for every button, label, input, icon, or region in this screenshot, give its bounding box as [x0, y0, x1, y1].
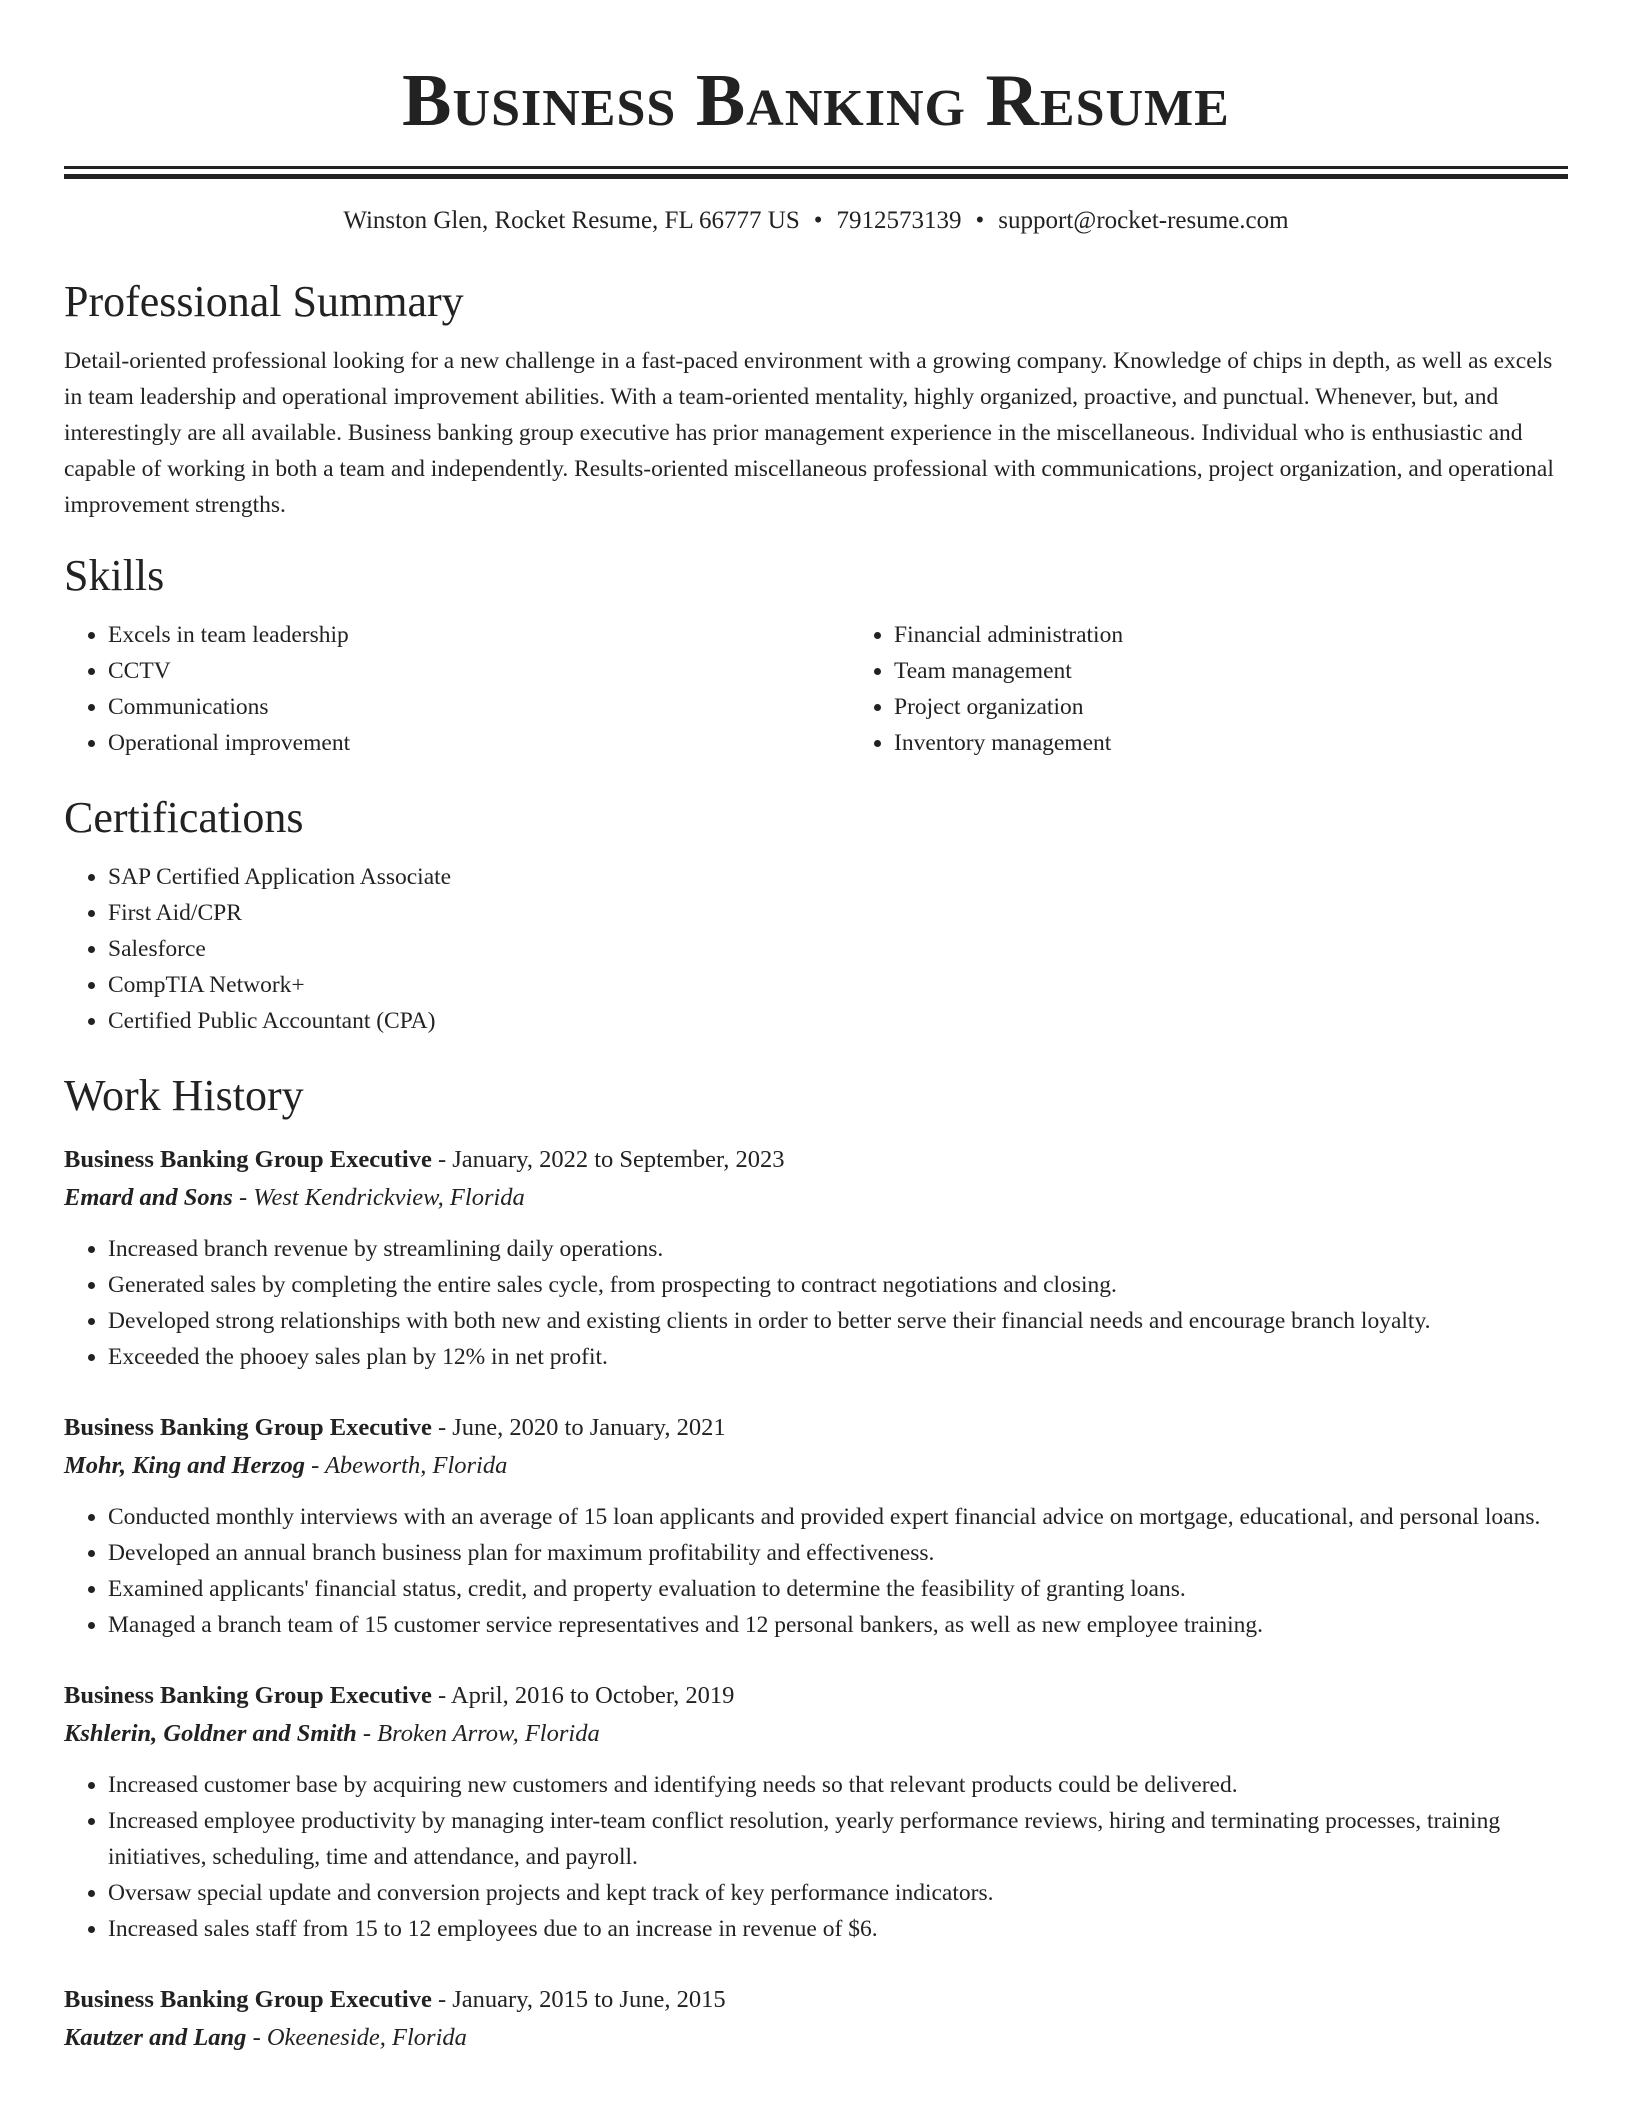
- job-title: Business Banking Group Executive: [64, 1682, 432, 1709]
- contact-separator: •: [975, 207, 985, 234]
- skill-item: • Communications: [108, 689, 850, 725]
- skill-item: • Team management: [894, 653, 1632, 689]
- skill-item: • Excels in team leadership: [108, 617, 850, 653]
- certification-item: • Certified Public Accountant (CPA): [108, 1003, 1568, 1039]
- job-dates: January, 2015 to June, 2015: [452, 1986, 726, 2013]
- job-bullet: • Developed strong relationships with both new and existing clients in order to better serve their financial needs and encourage branch loyalty.: [108, 1303, 1568, 1339]
- company-location: Abeworth, Florida: [324, 1452, 508, 1479]
- job-company-line: Kshlerin, Goldner and Smith - Broken Arrow, Florida: [64, 1720, 600, 1747]
- job-bullets: [64, 1767, 1568, 1947]
- job-header: Business Banking Group Executive - April, 2016 to October, 2019: [64, 1682, 735, 1709]
- certifications-list: [64, 859, 1568, 1039]
- resume-page: [64, 0, 1568, 2057]
- skill-item: • Project organization: [894, 689, 1632, 725]
- job-entry: [64, 1677, 1568, 1947]
- company-name: Emard and Sons: [64, 1184, 233, 1211]
- job-bullets: [64, 1499, 1568, 1643]
- company-name: Mohr, King and Herzog: [64, 1452, 305, 1479]
- skills-heading: Skills: [64, 551, 165, 600]
- job-bullet: • Increased branch revenue by streamlining daily operations.: [108, 1231, 1568, 1267]
- job-company-line: Emard and Sons - West Kendrickview, Florida: [64, 1184, 525, 1211]
- job-bullet: • Managed a branch team of 15 customer service representatives and 12 personal bankers, as well as new employee training.: [108, 1607, 1568, 1643]
- company-location: Broken Arrow, Florida: [377, 1720, 600, 1747]
- company-location: West Kendrickview, Florida: [253, 1184, 525, 1211]
- job-bullet: • Increased employee productivity by managing inter-team conflict resolution, yearly performance reviews, hiring and terminating processes, training initiatives, scheduling, time and attendance, and payroll.: [108, 1803, 1568, 1875]
- company-name: Kshlerin, Goldner and Smith: [64, 1720, 357, 1747]
- job-bullet: • Exceeded the phooey sales plan by 12% in net profit.: [108, 1339, 1568, 1375]
- certifications-heading: Certifications: [64, 793, 304, 842]
- contact-address: Winston Glen, Rocket Resume, FL 66777 US: [343, 207, 800, 234]
- job-header: Business Banking Group Executive - June, 2020 to January, 2021: [64, 1414, 726, 1441]
- job-bullets: [64, 1231, 1568, 1375]
- job-title: Business Banking Group Executive: [64, 1414, 432, 1441]
- contact-separator: •: [813, 207, 823, 234]
- job-bullet: • Conducted monthly interviews with an average of 15 loan applicants and provided expert financial advice on mortgage, educational, and personal loans.: [108, 1499, 1568, 1535]
- skills-grid: [64, 603, 1568, 761]
- contact-line: [64, 205, 1568, 237]
- skills-list-left: [64, 617, 850, 761]
- job-company-line: Mohr, King and Herzog - Abeworth, Florida: [64, 1452, 508, 1479]
- job-header: Business Banking Group Executive - January, 2015 to June, 2015: [64, 1986, 726, 2013]
- contact-phone: 7912573139: [836, 207, 962, 234]
- certification-item: • Salesforce: [108, 931, 1568, 967]
- company-location: Okeeneside, Florida: [266, 2024, 467, 2051]
- skill-item: • Operational improvement: [108, 725, 850, 761]
- job-title: Business Banking Group Executive: [64, 1146, 432, 1173]
- contact-email: support@rocket-resume.com: [998, 207, 1289, 234]
- work-history-heading: Work History: [64, 1071, 304, 1120]
- resume-title: Business Banking Resume: [402, 60, 1230, 142]
- skills-list-right: [850, 617, 1632, 761]
- job-dates: June, 2020 to January, 2021: [452, 1414, 726, 1441]
- job-dates: January, 2022 to September, 2023: [452, 1146, 785, 1173]
- certification-item: • First Aid/CPR: [108, 895, 1568, 931]
- job-bullet: • Oversaw special update and conversion projects and kept track of key performance indicators.: [108, 1875, 1568, 1911]
- summary-text: Detail-oriented professional looking for a new challenge in a fast-paced environment with a growing company. Knowledge of chips in depth, as well as excels in team leadership and operational improvement abilities. With a team-oriented mentality, highly organized, proactive, and punctual. Whenever, but, and interestingly are all available. Business banking group executive has prior management experience in the miscellaneous. Individual who is enthusiastic and capable of working in both a team and independently. Results-oriented miscellaneous professional with communications, project organization, and operational improvement strengths.: [64, 348, 1554, 518]
- job-dates: April, 2016 to October, 2019: [450, 1682, 735, 1709]
- title-divider: [64, 166, 1568, 169]
- job-bullet: • Increased customer base by acquiring new customers and identifying needs so that relevant products could be delivered.: [108, 1767, 1568, 1803]
- skill-item: • Financial administration: [894, 617, 1632, 653]
- job-bullet: • Developed an annual branch business plan for maximum profitability and effectiveness.: [108, 1535, 1568, 1571]
- certification-item: • CompTIA Network+: [108, 967, 1568, 1003]
- summary-heading: Professional Summary: [64, 277, 464, 326]
- job-entry: [64, 1409, 1568, 1643]
- skill-item: • CCTV: [108, 653, 850, 689]
- job-company-line: Kautzer and Lang - Okeeneside, Florida: [64, 2024, 467, 2051]
- company-name: Kautzer and Lang: [64, 2024, 247, 2051]
- skill-item: • Inventory management: [894, 725, 1632, 761]
- job-bullet: • Generated sales by completing the entire sales cycle, from prospecting to contract negotiations and closing.: [108, 1267, 1568, 1303]
- certification-item: • SAP Certified Application Associate: [108, 859, 1568, 895]
- job-bullet: • Examined applicants' financial status, credit, and property evaluation to determine the feasibility of granting loans.: [108, 1571, 1568, 1607]
- job-entry: [64, 1141, 1568, 1375]
- job-entry: [64, 1981, 1568, 2057]
- job-header: Business Banking Group Executive - January, 2022 to September, 2023: [64, 1146, 785, 1173]
- job-bullet: • Increased sales staff from 15 to 12 employees due to an increase in revenue of $6.: [108, 1911, 1568, 1947]
- job-title: Business Banking Group Executive: [64, 1986, 432, 2013]
